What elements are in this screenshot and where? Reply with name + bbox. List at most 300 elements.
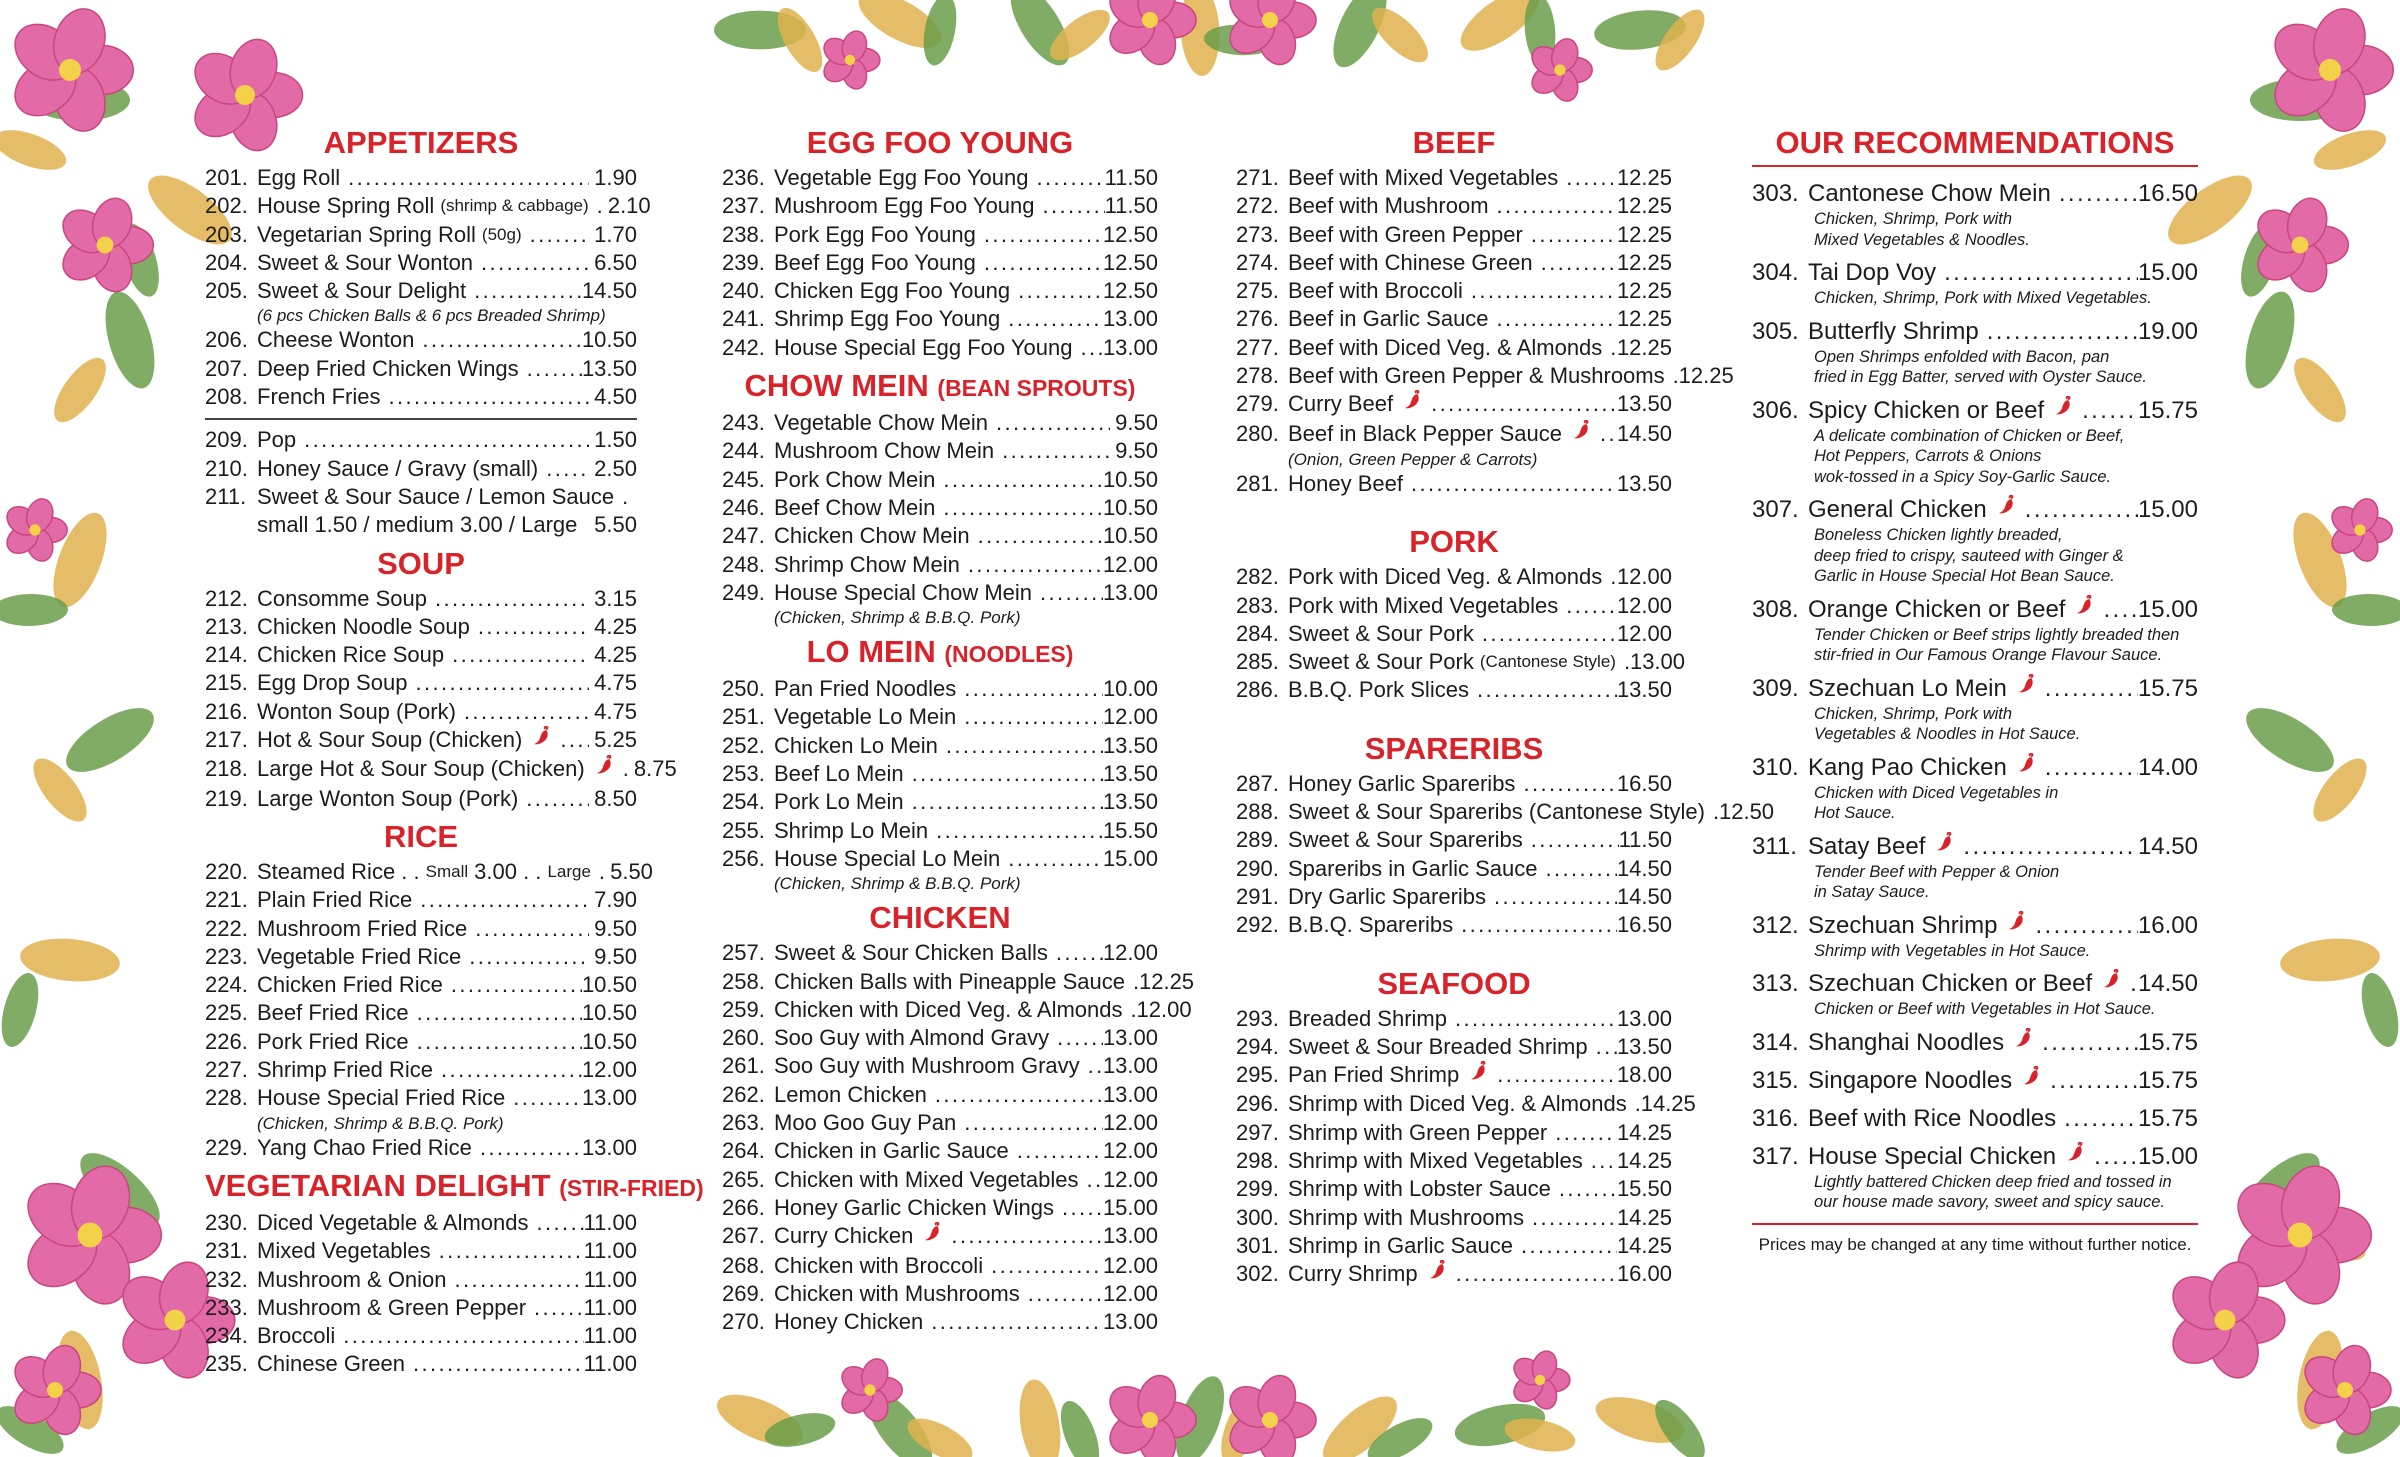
item-name: Beef with Diced Veg. & Almonds xyxy=(1288,334,1603,360)
item-price: 16.00 xyxy=(1616,1261,1672,1287)
section-soup xyxy=(205,545,677,813)
item-price: 10.50 xyxy=(1102,523,1158,549)
leader-dots xyxy=(519,355,582,383)
menu-item xyxy=(722,1166,1158,1194)
menu-item xyxy=(205,1322,637,1350)
item-price: 4.75 xyxy=(594,670,637,696)
item-number: 272. xyxy=(1236,193,1279,219)
menu-item xyxy=(722,703,1158,731)
item-price: 12.50 xyxy=(1718,799,1775,825)
item-sizes: small 1.50 / medium 3.00 / Large xyxy=(257,512,578,538)
leader-dots xyxy=(983,1252,1103,1280)
menu-item xyxy=(722,968,1195,996)
item-detail: Small xyxy=(425,861,469,881)
recommendation-item xyxy=(1752,1142,2198,1213)
item-price: 14.50 xyxy=(1616,883,1672,909)
menu-item xyxy=(722,675,1158,703)
chili-pepper-icon xyxy=(1469,1061,1489,1090)
leader-dots xyxy=(988,409,1110,437)
item-number: 256. xyxy=(722,845,765,871)
item-name: Curry Shrimp xyxy=(1288,1261,1418,1287)
leader-dots xyxy=(467,915,589,943)
item-price: 11.00 xyxy=(583,1294,637,1320)
item-price: 15.00 xyxy=(1102,1194,1158,1220)
leader-dots xyxy=(2095,595,2137,625)
menu-item xyxy=(722,1109,1158,1137)
item-price: 12.00 xyxy=(1102,1280,1158,1306)
item-number: 270. xyxy=(722,1309,765,1335)
menu-item xyxy=(205,1266,637,1294)
item-name: Breaded Shrimp xyxy=(1288,1005,1447,1031)
item-name: Sweet & Sour Wonton xyxy=(257,249,474,275)
item-price: 13.00 xyxy=(1102,334,1158,360)
leader-dots xyxy=(1020,1280,1103,1308)
chili-pepper-icon xyxy=(2017,753,2037,783)
leader-dots xyxy=(340,164,589,192)
item-name: Soo Guy with Mushroom Gravy xyxy=(774,1053,1080,1079)
item-name: House Special Chicken xyxy=(1808,1142,2057,1170)
leader-dots xyxy=(1489,192,1617,220)
leaf-icon xyxy=(96,286,164,394)
item-name: Pork Lo Mein xyxy=(774,789,904,815)
item-name: Mushroom Chow Mein xyxy=(774,438,995,464)
leader-dots xyxy=(938,732,1103,760)
section-title xyxy=(205,819,637,855)
item-name: Large Wonton Soup (Pork) xyxy=(257,785,519,811)
section-appetizers xyxy=(205,125,651,540)
flower-icon xyxy=(1222,0,1316,69)
item-price: 15.00 xyxy=(2137,1142,2198,1170)
price-notice: Prices may be changed at any time without further notice. xyxy=(1758,1234,2192,1254)
item-number: 311. xyxy=(1752,832,1797,860)
item-name: Chicken with Mushrooms xyxy=(774,1280,1020,1306)
item-name: Curry Chicken xyxy=(774,1223,914,1249)
item-price: 15.00 xyxy=(1102,845,1158,871)
item-price: 13.00 xyxy=(1102,306,1158,332)
item-number: 265. xyxy=(722,1166,765,1192)
leader-dots xyxy=(976,221,1103,249)
menu-item xyxy=(722,845,1158,873)
section-chow-mein xyxy=(722,368,1158,628)
menu-item xyxy=(722,334,1158,362)
item-number: 243. xyxy=(722,410,765,436)
item-price: 13.50 xyxy=(1616,470,1672,496)
leader-dots xyxy=(1558,592,1617,620)
item-price: 12.50 xyxy=(1102,278,1158,304)
item-description: Mixed Vegetables & Noodles. xyxy=(1814,230,2030,249)
item-name: Chicken in Garlic Sauce xyxy=(774,1138,1009,1164)
recommendation-item xyxy=(1752,832,2198,903)
item-name: Vegetable Egg Foo Young xyxy=(774,165,1029,190)
item-price: 11.00 xyxy=(583,1323,637,1349)
item-price: 15.50 xyxy=(1102,817,1158,843)
menu-item xyxy=(205,613,637,641)
leader-dots xyxy=(1537,855,1616,883)
section-rice xyxy=(205,818,653,1162)
item-number: 210. xyxy=(205,455,248,481)
item-price: 12.00 xyxy=(1102,1110,1158,1136)
recommendation-item xyxy=(1752,258,2198,309)
section-seafood xyxy=(1236,965,1696,1290)
item-number: 283. xyxy=(1236,592,1279,618)
item-name: Deep Fried Chicken Wings xyxy=(257,355,519,381)
item-number: 268. xyxy=(722,1252,765,1278)
item-price: 15.75 xyxy=(2137,674,2198,702)
item-number: 244. xyxy=(722,438,765,464)
menu-item xyxy=(722,437,1158,465)
item-price: 8.75 xyxy=(633,756,677,782)
section-chicken xyxy=(722,900,1195,1336)
item-detail: (50g) xyxy=(481,224,522,244)
leader-dots xyxy=(1423,390,1617,419)
leader-dots xyxy=(1054,1194,1103,1222)
menu-item xyxy=(722,494,1158,522)
leader-dots xyxy=(412,886,589,914)
item-number: 282. xyxy=(1236,564,1279,590)
item-price: 15.75 xyxy=(2137,1066,2198,1094)
item-price: 14.50 xyxy=(2137,832,2198,860)
item-description: Vegetables & Noodles in Hot Sauce. xyxy=(1814,725,2081,743)
chili-pepper-icon xyxy=(1935,832,1955,862)
item-number: 262. xyxy=(722,1081,765,1107)
menu-item xyxy=(722,788,1158,816)
leader-dots xyxy=(2086,1142,2138,1172)
item-name: Honey Chicken xyxy=(774,1309,924,1335)
item-number: 229. xyxy=(205,1134,248,1160)
item-name: Beef with Mushroom xyxy=(1288,193,1489,219)
leader-dots xyxy=(380,383,589,411)
leader-dots xyxy=(1453,911,1617,939)
item-number: 218. xyxy=(205,756,248,782)
item-number: 214. xyxy=(205,642,248,668)
recommendations-list xyxy=(1752,179,2198,1213)
leader-dots xyxy=(405,1350,584,1378)
item-price: 9.50 xyxy=(594,915,637,941)
recommendation-item xyxy=(1752,753,2198,824)
leader-dots xyxy=(1474,620,1617,648)
menu-item xyxy=(722,1222,1158,1251)
chili-pepper-icon xyxy=(2014,1028,2034,1058)
item-price: 10.50 xyxy=(581,972,637,998)
leader-dots xyxy=(1515,770,1617,798)
item-number: 304. xyxy=(1752,259,1799,286)
item-name: Plain Fried Rice xyxy=(257,887,413,913)
item-name: Chicken Egg Foo Young xyxy=(774,278,1011,304)
menu-item xyxy=(205,669,637,697)
leader-dots xyxy=(927,1081,1103,1109)
leader-dots xyxy=(1048,939,1103,967)
footer-divider xyxy=(1752,1223,2198,1225)
leader-dots xyxy=(1489,305,1617,333)
menu-column-1 xyxy=(205,125,704,1385)
item-number: 217. xyxy=(205,727,248,753)
menu-item xyxy=(205,164,637,192)
item-number: 308. xyxy=(1752,595,1799,623)
item-price: 13.00 xyxy=(581,1085,637,1111)
item-name: Singapore Noodles xyxy=(1808,1066,2013,1094)
menu-item xyxy=(1236,1090,1696,1118)
item-name: House Spring Roll xyxy=(257,193,435,219)
item-number: 205. xyxy=(205,278,248,304)
item-name: Egg Roll xyxy=(257,165,341,190)
item-number: 221. xyxy=(205,887,248,913)
menu-item xyxy=(722,1280,1158,1308)
menu-item xyxy=(722,1252,1158,1280)
item-name: Beef with Rice Noodles xyxy=(1808,1104,2057,1132)
menu-item xyxy=(205,858,653,886)
menu-item xyxy=(205,277,637,305)
menu-item xyxy=(722,192,1158,220)
section-title-text: SPARERIBS xyxy=(1364,730,1544,766)
menu-item-continued xyxy=(205,511,637,539)
item-number: 263. xyxy=(722,1110,765,1136)
flower-icon xyxy=(1222,1371,1316,1457)
item-name: B.B.Q. Pork Slices xyxy=(1288,677,1469,703)
leader-dots xyxy=(614,483,628,511)
item-description: Hot Peppers, Carrots & Onions xyxy=(1814,447,2042,465)
menu-item xyxy=(205,1056,637,1084)
leader-dots xyxy=(2122,969,2138,999)
leader-dots xyxy=(2037,674,2138,704)
item-number: 227. xyxy=(205,1057,248,1083)
item-name: Hot & Sour Soup (Chicken) xyxy=(257,727,523,753)
menu-item xyxy=(205,483,637,511)
menu-item xyxy=(722,1052,1158,1080)
item-note: (6 pcs Chicken Balls & 6 pcs Breaded Shrimp) xyxy=(257,306,606,326)
item-number: 257. xyxy=(722,940,765,966)
item-price: 14.50 xyxy=(2137,970,2198,997)
recommendation-row xyxy=(1752,1066,2198,1096)
item-number: 271. xyxy=(1236,165,1279,190)
item-price: 11.00 xyxy=(583,1266,637,1292)
item-note: (Chicken, Shrimp & B.B.Q. Pork) xyxy=(257,1113,504,1133)
item-name: Shrimp with Green Pepper xyxy=(1288,1119,1548,1145)
leaf-icon xyxy=(0,122,71,178)
item-number: 276. xyxy=(1236,306,1279,332)
item-description: Garlic in House Special Hot Bean Sauce. xyxy=(1814,567,2115,585)
menu-item xyxy=(722,1081,1158,1109)
menu-item xyxy=(205,426,637,454)
section-title-text: PORK xyxy=(1409,524,1499,560)
item-number: 253. xyxy=(722,761,765,787)
item-price: 12.00 xyxy=(1136,996,1192,1022)
section-title xyxy=(722,368,1158,406)
leader-dots xyxy=(433,1056,582,1084)
item-price: 12.00 xyxy=(1102,1138,1158,1164)
menu-item xyxy=(205,455,637,483)
item-price: 13.50 xyxy=(1616,1033,1672,1059)
recommendation-item xyxy=(1752,1066,2198,1096)
item-description: Chicken, Shrimp, Pork with xyxy=(1814,704,2013,723)
leader-dots xyxy=(935,466,1103,494)
section-title xyxy=(1236,125,1672,161)
recommendation-row xyxy=(1752,832,2198,862)
item-description: Open Shrimps enfolded with Bacon, pan xyxy=(1814,347,2110,366)
leader-dots xyxy=(1979,317,2138,347)
chili-pepper-icon xyxy=(1572,420,1592,449)
item-price: 10.50 xyxy=(581,1000,637,1026)
leader-dots xyxy=(1523,826,1619,854)
section-title xyxy=(722,900,1158,936)
item-price: 12.00 xyxy=(581,1057,637,1083)
menu-item xyxy=(205,915,637,943)
leaf-icon xyxy=(2236,696,2343,785)
leader-dots xyxy=(1032,579,1103,607)
item-name: Curry Beef xyxy=(1288,391,1394,417)
item-price: 13.50 xyxy=(1616,677,1672,703)
item-detail-price: 3.00 . . xyxy=(474,858,542,884)
item-price: 14.50 xyxy=(1616,855,1672,881)
item-description: in Satay Sauce. xyxy=(1814,883,1930,901)
item-name: Shrimp Lo Mein xyxy=(774,817,929,843)
item-number: 247. xyxy=(722,523,765,549)
item-price: 5.50 xyxy=(610,858,653,884)
item-name: Orange Chicken or Beef xyxy=(1808,595,2066,623)
recommendation-row xyxy=(1752,396,2198,426)
item-number: 241. xyxy=(722,306,765,332)
leader-dots xyxy=(447,1266,584,1294)
menu-item xyxy=(205,971,637,999)
leader-dots xyxy=(1010,277,1103,305)
chili-pepper-icon xyxy=(532,726,552,755)
recommendation-row xyxy=(1752,317,2198,347)
menu-item xyxy=(722,305,1158,333)
item-price: 13.00 xyxy=(1102,1025,1158,1051)
leaf-icon xyxy=(56,696,163,785)
item-price: 2.50 xyxy=(594,455,637,481)
item-name: Spareribs in Garlic Sauce xyxy=(1288,855,1538,881)
leader-dots xyxy=(1936,258,2138,288)
leader-dots xyxy=(443,971,582,999)
leader-dots xyxy=(470,613,589,641)
item-price: 16.50 xyxy=(1616,912,1672,938)
item-description: Chicken with Diced Vegetables in xyxy=(1814,783,2059,802)
leaf-icon xyxy=(1014,1377,1067,1457)
item-number: 269. xyxy=(722,1280,765,1306)
item-number: 215. xyxy=(205,670,248,696)
item-name: Chinese Green xyxy=(257,1351,405,1377)
item-number: 260. xyxy=(722,1025,765,1051)
menu-item xyxy=(1236,1033,1672,1061)
leaf-icon xyxy=(45,350,115,430)
item-number: 231. xyxy=(205,1238,248,1264)
menu-item xyxy=(205,192,651,220)
item-price: 18.00 xyxy=(1616,1062,1672,1088)
item-number: 279. xyxy=(1236,391,1279,417)
menu-item xyxy=(722,551,1158,579)
item-price: 9.50 xyxy=(1115,410,1158,436)
item-price: 10.50 xyxy=(1102,466,1158,492)
leader-dots xyxy=(1955,832,2138,862)
leader-dots xyxy=(2074,396,2138,426)
chili-pepper-icon xyxy=(1997,495,2017,525)
item-name: Cantonese Chow Mein xyxy=(1808,180,2051,207)
item-number: 287. xyxy=(1236,770,1279,796)
menu-item xyxy=(722,164,1158,192)
item-price: 14.25 xyxy=(1640,1091,1696,1117)
item-number: 203. xyxy=(205,221,248,247)
item-price: 5.50 xyxy=(594,512,637,538)
item-number: 307. xyxy=(1752,496,1799,523)
leader-dots xyxy=(960,551,1103,579)
item-price: 11.00 xyxy=(583,1238,637,1264)
item-name: Sweet & Sour Chicken Balls xyxy=(774,940,1048,966)
menu-item xyxy=(722,579,1158,607)
item-number: 267. xyxy=(722,1223,765,1249)
item-name: Chicken with Broccoli xyxy=(774,1252,984,1278)
menu-item xyxy=(205,1350,637,1378)
item-number: 298. xyxy=(1236,1148,1279,1174)
leaf-icon xyxy=(2285,350,2355,430)
item-price: 15.50 xyxy=(1616,1176,1672,1202)
item-number: 290. xyxy=(1236,855,1279,881)
menu-item xyxy=(205,1084,637,1112)
menu-item xyxy=(1236,855,1672,883)
leader-dots xyxy=(414,326,582,354)
item-number: 295. xyxy=(1236,1062,1279,1088)
item-name: Sweet & Sour Pork xyxy=(1288,620,1474,646)
item-name: House Special Chow Mein xyxy=(774,579,1033,605)
spacer xyxy=(577,511,589,539)
item-number: 201. xyxy=(205,165,248,190)
leader-dots xyxy=(904,760,1103,788)
menu-item xyxy=(1236,390,1672,419)
chili-pepper-icon xyxy=(2054,396,2074,426)
item-name: Egg Drop Soup xyxy=(257,670,408,696)
item-number: 274. xyxy=(1236,249,1279,275)
menu-item xyxy=(205,943,637,971)
menu-item xyxy=(205,1237,637,1265)
item-price: 12.00 xyxy=(1616,620,1672,646)
item-detail: (Cantonese Style) xyxy=(1479,652,1616,672)
item-number: 237. xyxy=(722,193,765,219)
item-price: 12.25 xyxy=(1678,363,1734,389)
item-number: 232. xyxy=(205,1266,248,1292)
leader-dots xyxy=(2056,1104,2138,1134)
section-title-text: LO MEIN xyxy=(806,634,936,670)
leader-dots xyxy=(1000,305,1103,333)
leader-dots xyxy=(2027,911,2138,941)
leader-dots xyxy=(409,1028,582,1056)
item-name: Beef in Black Pepper Sauce xyxy=(1288,420,1562,446)
leader-dots xyxy=(1079,1166,1103,1194)
menu-item xyxy=(722,817,1158,845)
item-name: Beef in Garlic Sauce xyxy=(1288,306,1489,332)
menu-item xyxy=(722,732,1158,760)
item-name: Mushroom Egg Foo Young xyxy=(774,193,1035,219)
item-number: 286. xyxy=(1236,677,1279,703)
item-number: 235. xyxy=(205,1351,248,1377)
leader-dots xyxy=(335,1322,583,1350)
recommendation-row xyxy=(1752,595,2198,625)
item-number: 291. xyxy=(1236,883,1279,909)
menu-item xyxy=(1236,1232,1672,1260)
leader-dots xyxy=(923,1308,1103,1336)
recommendation-item xyxy=(1752,179,2198,250)
menu-item xyxy=(722,1308,1158,1336)
item-price: 12.00 xyxy=(1616,564,1672,590)
item-price: 13.00 xyxy=(1629,649,1686,675)
item-description: Boneless Chicken lightly breaded, xyxy=(1814,526,2063,544)
leader-dots xyxy=(956,1109,1103,1137)
item-number: 258. xyxy=(722,968,765,994)
leaf-icon xyxy=(918,0,961,68)
menu-item xyxy=(1236,221,1672,249)
item-name: French Fries xyxy=(257,384,381,410)
item-number: 309. xyxy=(1752,674,1799,702)
item-price: 12.25 xyxy=(1616,334,1672,360)
item-price: 13.50 xyxy=(1102,732,1158,758)
